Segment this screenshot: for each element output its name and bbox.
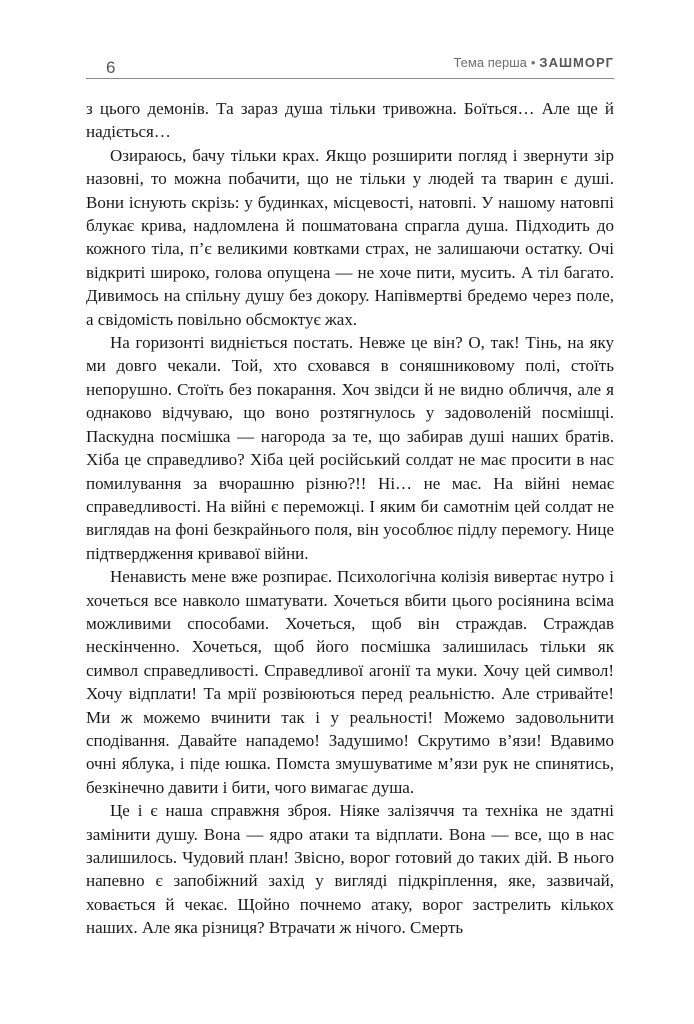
paragraph: На горизонті видніється постать. Невже це він? О, так! Тінь, на яку ми довго чекали. Той, хто сховався в соняшниковому полі, стоїть непорушно. Стоїть без покарання. Хоч звідси й не видно обличчя, але я однаково відчуваю, що воно розтягнулось у задоволеній посмішці. Паскудна посмішка — нагорода за те, що забирав душі наших братів. Хіба це справедливо? Хіба цей російський солдат не має просити в нас помилування за вчорашню різню?!! Ні… не має. На війні немає справедливості. На війні є переможці. І яким би самотнім цей солдат не виглядав на фоні безкрайнього поля, він уособлює підлу перемогу. Нице підтвердження кривавої війни. xyxy=(86,333,614,563)
paragraph: Озираюсь, бачу тільки крах. Якщо розширити погляд і звернути зір назовні, то можна побачити, що не тільки у людей та тварин є душі. Вони існують скрізь: у будинках, місцевості, натовпі. У нашому натовпі блукає крива, надломлена й пошматована спрагла душа. Підходить до кожного тіла, п’є великими ковтками страх, не залишаючи остатку. Очі відкриті широко, голова опущена — не хоче пити, мусить. А тіл багато. Дивимось на спільну душу без докору. Напівмертві бредемо через поле, а свідомість повільно обсмоктує жах. xyxy=(86,145,614,329)
paragraph: Це і є наша справжня зброя. Ніяке залізяччя та техніка не здатні замінити душу. Вона — ядро атаки та відплати. Вона — все, що в нас залишилось. Чудовий план! Звісно, ворог готовий до таких дій. В нього напевно є запобіжний захід у вигляді підкріплення, яке, зазвичай, ховається й чекає. Щойно почнемо атаку, ворог застрелить кількох наших. Але яка різниця? Втрачати ж нічого. Смерть xyxy=(86,801,614,938)
running-title xyxy=(453,55,614,70)
paragraph: Ненависть мене вже розпирає. Психологічна колізія вивертає нутро і хочеться все навколо шматувати. Хочеться вбити цього росіянина всіма можливими способами. Хочеться, щоб він страждав. Страждав нескінченно. Хочеться, щоб його посмішка залишилась тільки як символ справедливості. Справедливої агонії та муки. Хочу цей символ! Хочу відплати! Та мрії розвіюються перед реальністю. Але стривайте! Ми ж можемо вчинити так і у реальності! Можемо задовольнити сподівання. Давайте нападемо! Задушимо! Скрутимо в’язи! Вдавимо очні яблука, і піде юшка. Помста змушуватиме м’язи рук не спинятись, безкінечно давити і бити, чого вимагає душа. xyxy=(86,567,614,797)
paragraph: з цього демонів. Та зараз душа тільки тривожна. Боїться… Але ще й надіється… xyxy=(86,99,614,142)
page-number: 6 xyxy=(106,58,116,77)
running-header xyxy=(86,50,614,79)
separator-bullet: • xyxy=(530,55,536,70)
section-label: Тема перша xyxy=(453,55,527,70)
chapter-title: ЗАШМОРГ xyxy=(539,55,614,70)
body-text xyxy=(86,97,614,940)
